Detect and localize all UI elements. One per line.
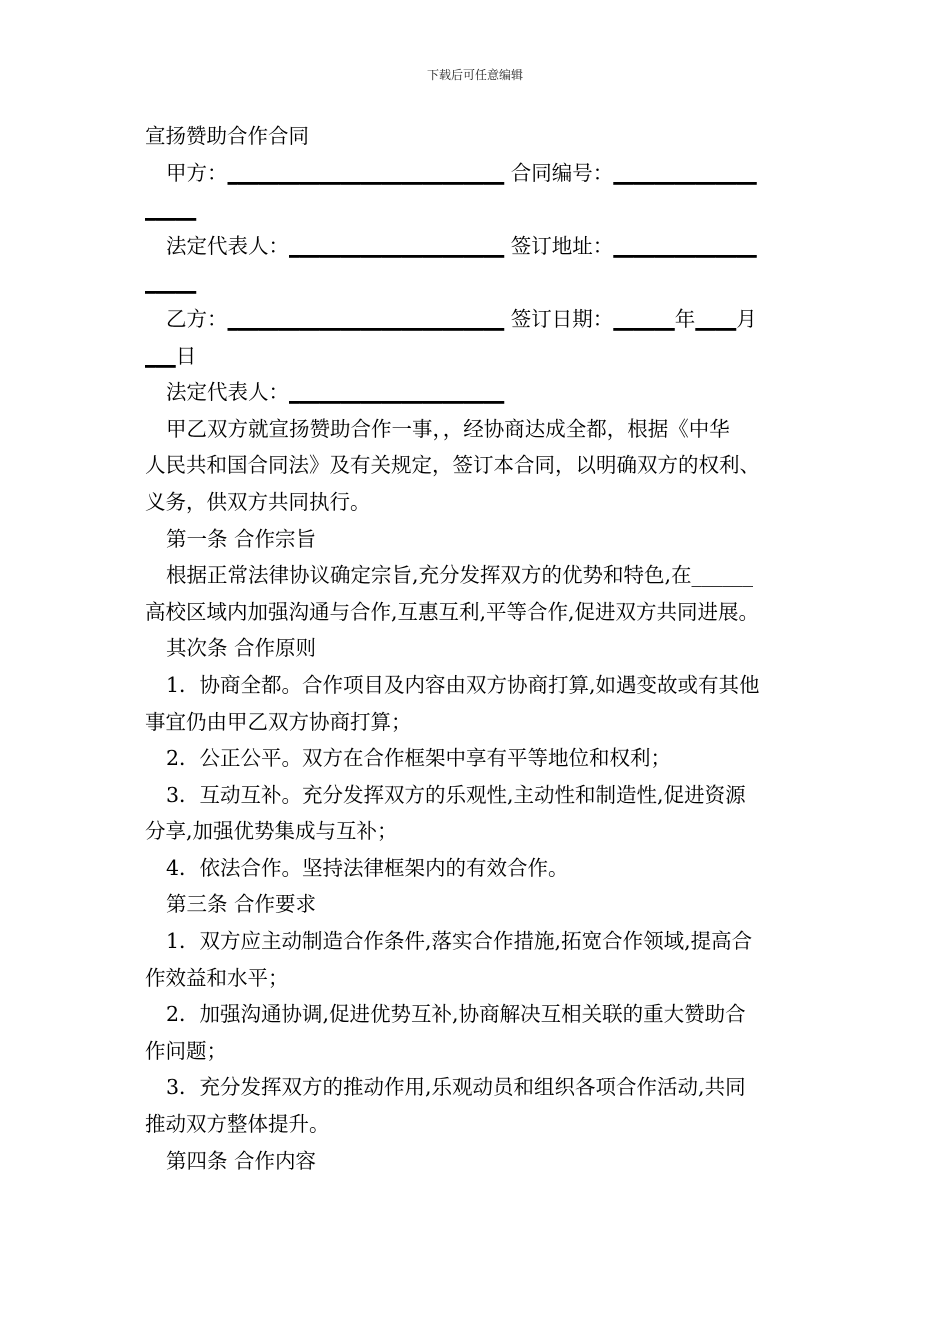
rep-a-label: 法定代表人： [166,233,289,258]
article-3-heading: 第三条 合作要求 [166,892,317,917]
month-blank: ____ [695,306,737,331]
rep-a-blank: _____________________ [289,233,505,258]
intro-line: 甲乙双方就宣扬赞助合作一事，，经协商达成全都，根据《中华 [166,416,730,441]
year-blank: ______ [613,306,675,331]
contract-no-blank: ______________ [613,160,757,185]
intro-line: 义务，供双方共同执行。 [145,489,371,514]
article-3-item: 2．加强沟通协调,促进优势互补,协商解决互相关联的重大赞助合 [166,1002,746,1027]
document-body [145,118,825,1179]
party-a-blank: ___________________________ [227,160,505,185]
party-b-line [145,301,825,338]
article-3-item: 作效益和水平； [145,965,289,990]
article-3-item: 作问题； [145,1038,227,1063]
rep-b-label: 法定代表人： [166,380,289,405]
article-1-text: 根据正常法律协议确定宗旨,充分发挥双方的优势和特色,在______ [166,563,754,588]
document-title: 宣扬赞助合作合同 [145,124,309,148]
page-header: 下载后可任意编辑 [426,68,523,82]
article-1-text: 高校区域内加强沟通与合作,互惠互利,平等合作,促进双方共同进展。 [145,599,760,624]
party-a-line [145,155,825,192]
sign-place-label: 签订地址： [510,233,614,258]
sign-date-label: 签订日期： [510,306,614,331]
article-3-item: 3．充分发挥双方的推动作用,乐观动员和组织各项合作活动,共同 [166,1075,746,1100]
article-2-item: 3．互动互补。充分发挥双方的乐观性,主动性和制造性,促进资源 [166,782,746,807]
rep-a-line [145,228,825,265]
article-3-item: 1．双方应主动制造合作条件,落实合作措施,拓宽合作领域,提高合 [166,929,753,954]
article-2-item: 事宜仍由甲乙双方协商打算； [145,709,412,734]
sign-place-blank: ______________ [613,233,757,258]
party-b-blank: ___________________________ [227,306,505,331]
rep-b-blank: _____________________ [289,380,505,405]
party-b-label: 乙方： [166,306,228,331]
party-a-label: 甲方： [166,160,228,185]
sign-place-blank-cont: _____ [145,270,197,295]
contract-no-continuation [145,191,825,228]
article-2-heading: 其次条 合作原则 [166,636,317,661]
sign-place-continuation [145,264,825,301]
article-3-item: 推动双方整体提升。 [145,1112,330,1137]
article-1-heading: 第一条 合作宗旨 [166,526,317,551]
article-2-item: 4．依法合作。坚持法律框架内的有效合作。 [166,855,569,880]
intro-line: 人民共和国合同法》及有关规定，签订本合同，以明确双方的权利、 [145,453,760,478]
day-label: 日 [175,343,197,368]
sign-date-continuation [145,338,825,375]
year-label: 年 [674,306,696,331]
month-label: 月 [736,306,757,331]
contract-no-blank-cont: _____ [145,197,197,222]
article-4-heading: 第四条 合作内容 [166,1148,317,1173]
contract-no-label: 合同编号： [510,160,614,185]
article-2-item: 分享,加强优势集成与互补； [145,819,398,844]
article-2-item: 1．协商全都。合作项目及内容由双方协商打算,如遇变故或有其他 [166,672,760,697]
day-blank: ___ [145,343,176,368]
rep-b-line [145,374,825,411]
article-2-item: 2．公正公平。双方在合作框架中享有平等地位和权利； [166,746,672,771]
